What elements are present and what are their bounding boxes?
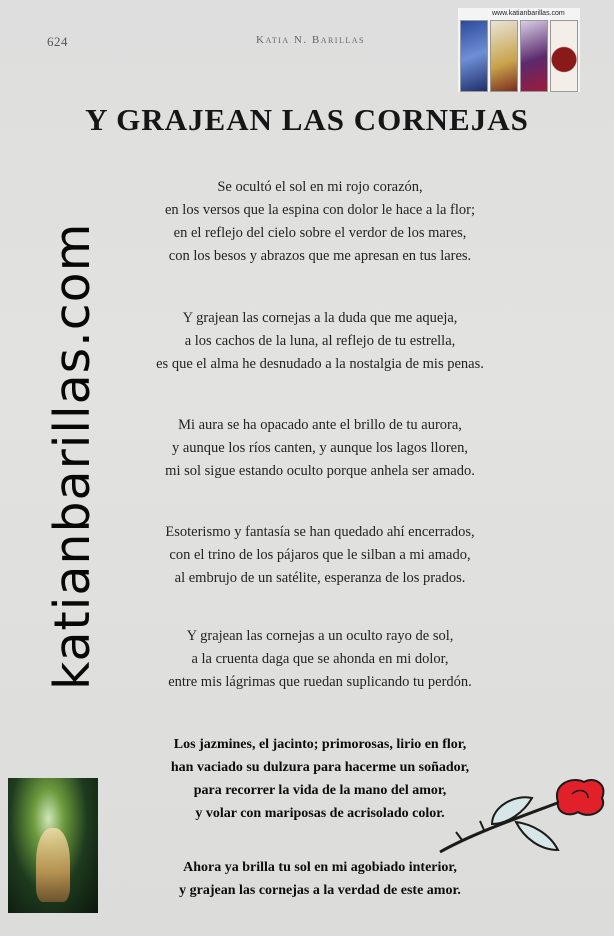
poem-line: Y grajean las cornejas a un oculto rayo de sol, — [186, 628, 454, 644]
rose-illustration — [432, 772, 612, 864]
poem-line: a la cruenta daga que se ahonda en mi dolor, — [191, 651, 449, 667]
book-cover-thumbnail — [550, 20, 578, 92]
stanza-1 — [96, 176, 544, 268]
photo-figure — [36, 828, 70, 902]
stanza-2 — [96, 307, 544, 376]
watermark-site: katianbarillas.com — [44, 222, 101, 690]
poem-line: Mi aura se ha opacado ante el brillo de tu aurora, — [178, 417, 462, 433]
book-cover-thumbnail — [520, 20, 548, 92]
poem-line: en los versos que la espina con dolor le hace a la flor; — [164, 202, 476, 218]
running-head-author: Katia N. Barillas — [256, 34, 365, 46]
poem-line: con los besos y abrazos que me apresan en tus lares. — [168, 248, 472, 264]
poem-line: a los cachos de la luna, al reflejo de tu estrella, — [184, 333, 456, 349]
thumbnail-site-url: www.katianbarillas.com — [492, 10, 565, 17]
poem-line: entre mis lágrimas que ruedan suplicando tu perdón. — [168, 674, 472, 690]
poem-line: es que el alma he desnudado a la nostalgia de mis penas. — [156, 356, 484, 372]
book-cover-thumbnail — [490, 20, 518, 92]
poem-line: mi sol sigue estando oculto porque anhela ser amado. — [165, 463, 475, 479]
poem-line: han vaciado su dulzura para hacerme un soñador, — [170, 760, 470, 775]
poem-line: Se ocultó el sol en mi rojo corazón, — [217, 179, 423, 195]
poem-line: para recorrer la vida de la mano del amor, — [193, 783, 447, 798]
poem-title: Y GRAJEAN LAS CORNEJAS — [85, 102, 529, 137]
poem-line: Esoterismo y fantasía se han quedado ahí encerrados, — [165, 524, 475, 540]
book-covers-thumbnail — [458, 8, 580, 92]
poem-line: Los jazmines, el jacinto; primorosas, lirio en flor, — [173, 737, 467, 752]
poem-line: con el trino de los pájaros que le silban a mi amado, — [169, 547, 471, 563]
poem-line: al embrujo de un satélite, esperanza de los prados. — [174, 570, 466, 586]
poem-line: y aunque los ríos canten, y aunque los lagos lloren, — [172, 440, 468, 456]
stanza-4 — [96, 521, 544, 590]
illustration-photo — [8, 778, 98, 913]
poem-line: en el reflejo del cielo sobre el verdor de los mares, — [173, 225, 467, 241]
stanza-5 — [96, 625, 544, 694]
poem-line: y grajean las cornejas a la verdad de este amor. — [179, 883, 461, 898]
stanza-3 — [96, 414, 544, 483]
poem-line: Ahora ya brilla tu sol en mi agobiado interior, — [183, 860, 457, 875]
poem-line: Y grajean las cornejas a la duda que me aqueja, — [182, 310, 458, 326]
page-number: 624 — [47, 34, 68, 49]
book-cover-thumbnail — [460, 20, 488, 92]
poem-line: y volar con mariposas de acrisolado color. — [195, 806, 445, 821]
